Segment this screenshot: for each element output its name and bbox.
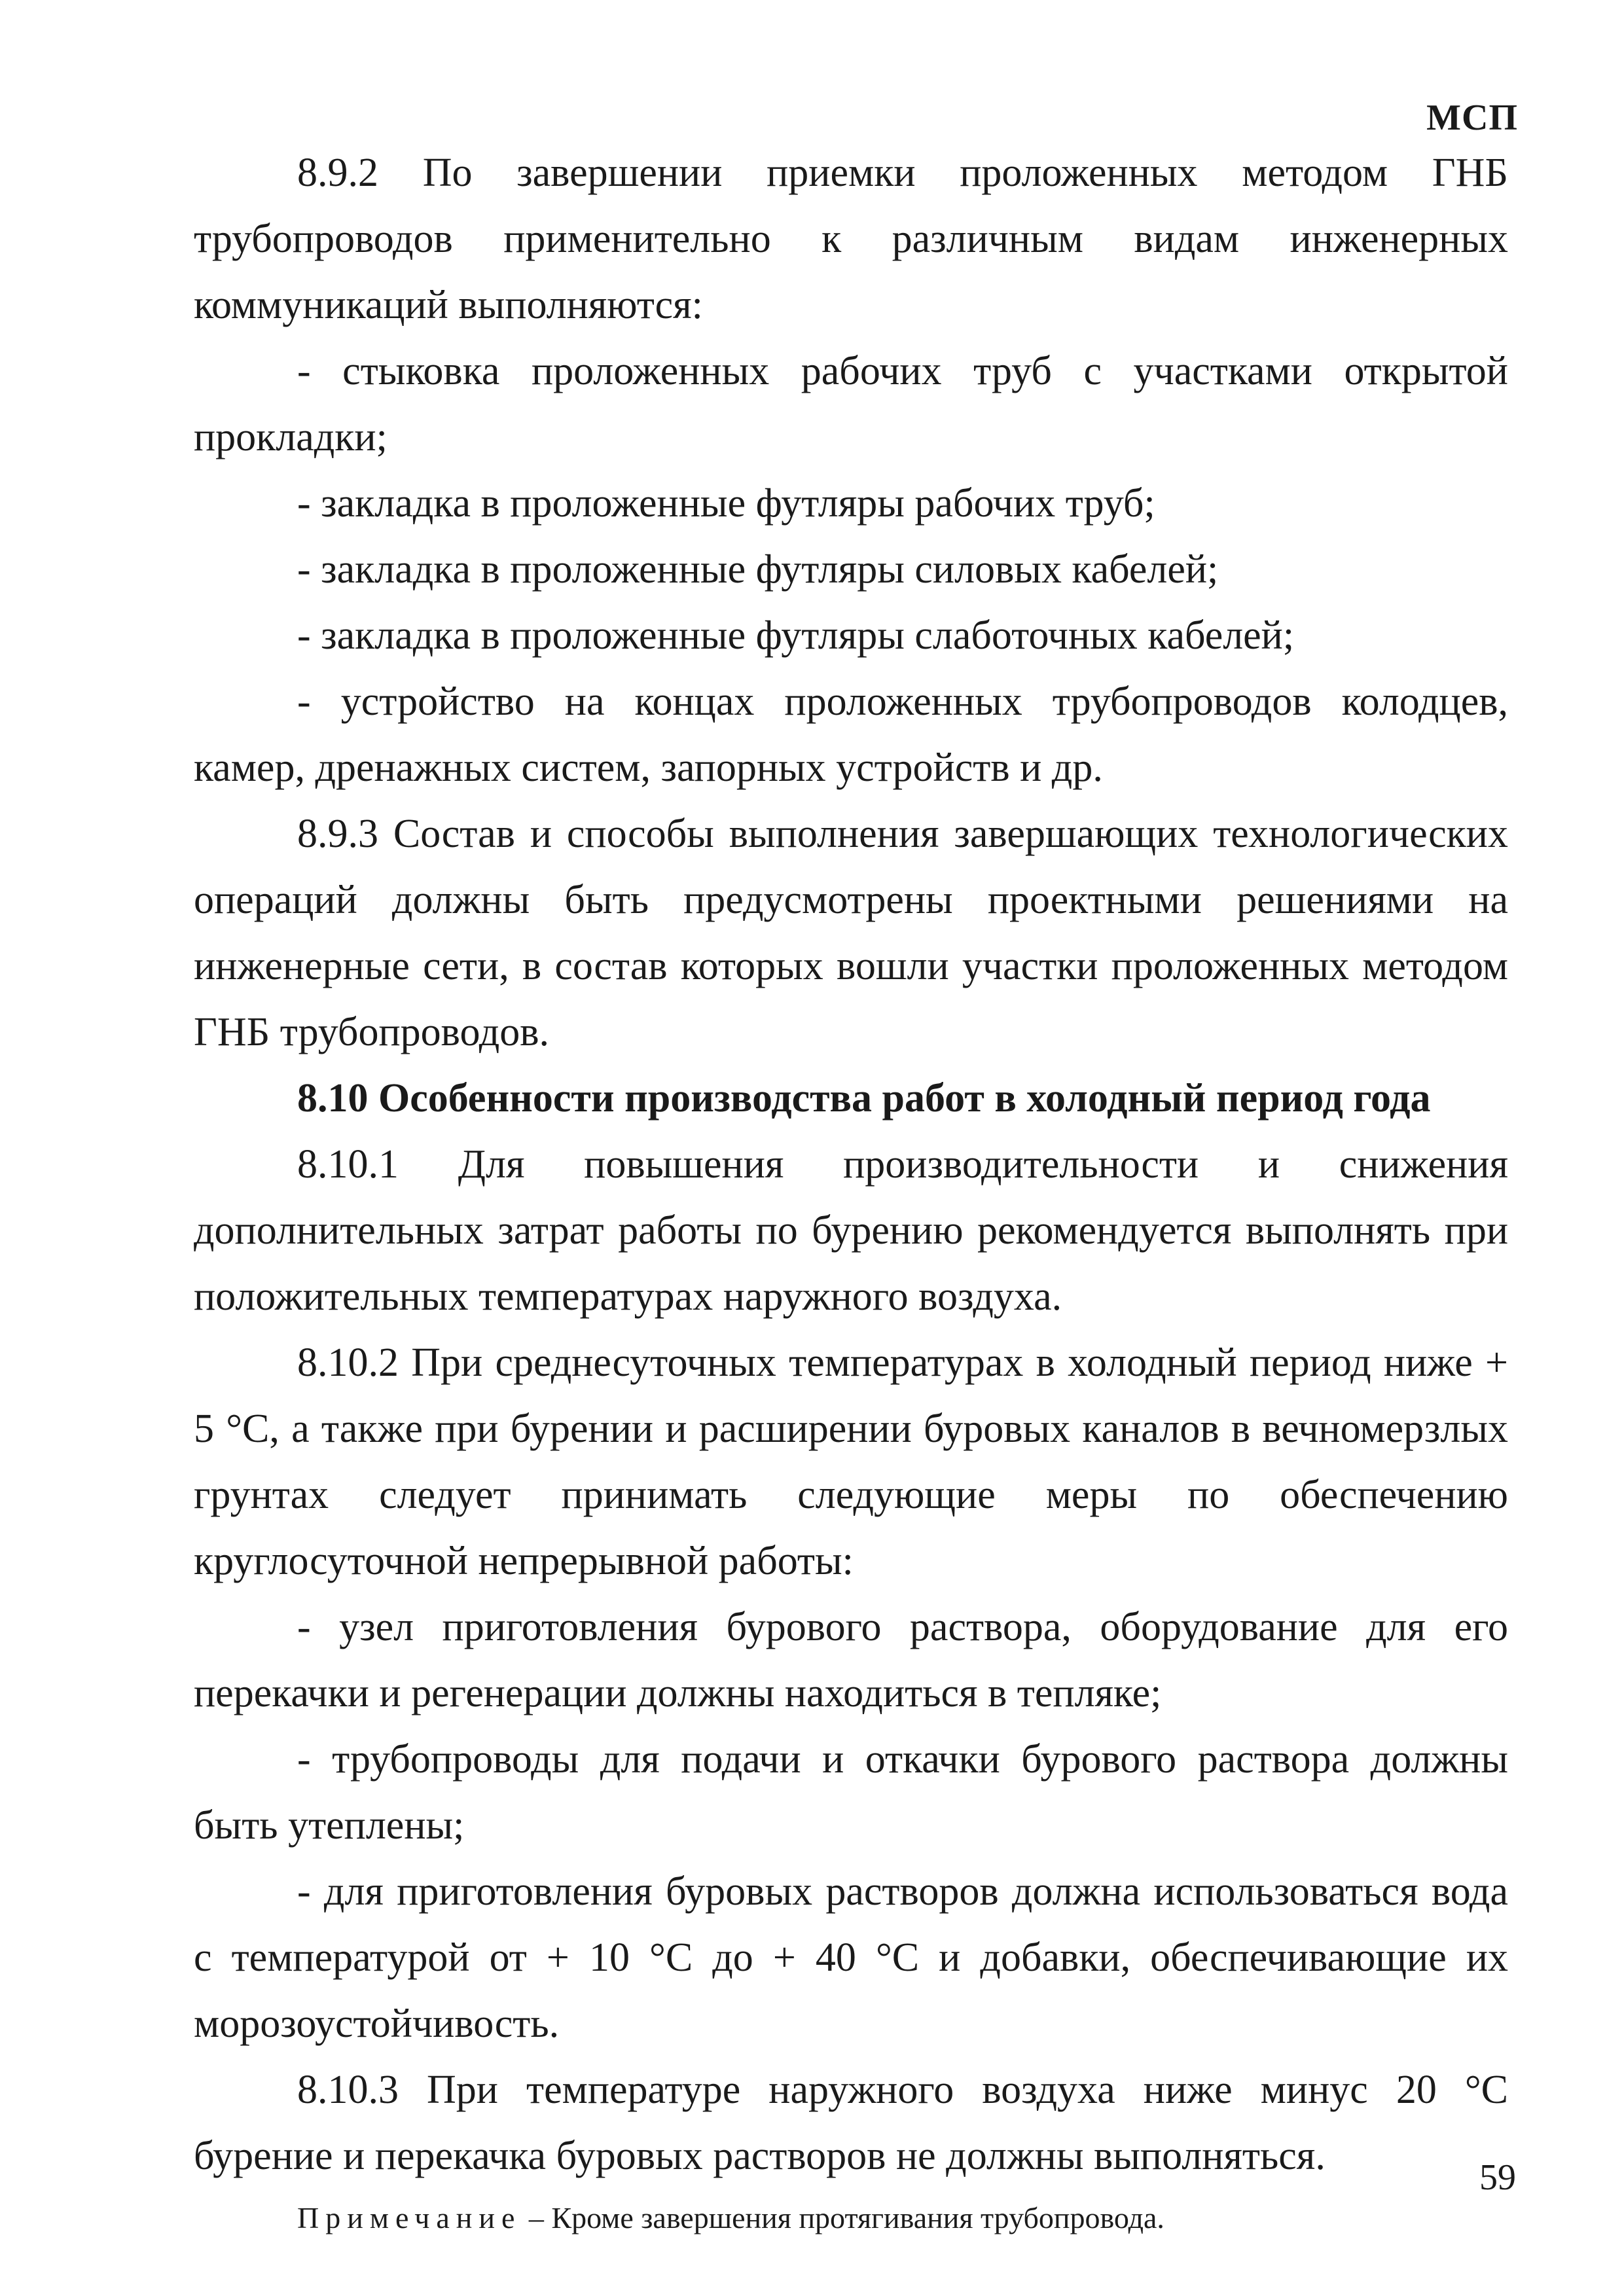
list-item: - трубопроводы для подачи и откачки бурового раствора должны быть утеплены; <box>194 1737 1508 1848</box>
list-item: - закладка в проложенные футляры слаботочных кабелей; <box>297 613 1295 658</box>
paragraph-8-10-1: 8.10.1 Для повышения производительности и снижения дополнительных затрат работы по бурению рекомендуется выполнять при положительных температурах наружного воздуха. <box>194 1142 1508 1319</box>
list-item: - для приготовления буровых растворов должна использоваться вода с температурой от + 10 °С до + 40 °С и добавки, обеспечивающие их морозоустойчивость. <box>194 1869 1508 2046</box>
page-number: 59 <box>1479 2157 1516 2198</box>
list-item: - стыковка проложенных рабочих труб с участками открытой прокладки; <box>194 349 1508 459</box>
paragraph-8-9-2: 8.9.2 По завершении приемки проложенных методом ГНБ трубопроводов применительно к различным видам инженерных коммуникаций выполняются: <box>194 151 1508 327</box>
list-item: - закладка в проложенные футляры рабочих труб; <box>297 481 1155 526</box>
paragraph-8-10-2: 8.10.2 При среднесуточных температурах в холодный период ниже + 5 °С, а также при бурении и расширении буровых каналов в вечномерзлых грунтах следует принимать следующие меры по обеспечению круглосуточной непрерывной работы: <box>194 1340 1508 1583</box>
list-item: - устройство на концах проложенных трубопроводов колодцев, камер, дренажных систем, запорных устройств и др. <box>194 679 1508 790</box>
paragraph-8-10-3: 8.10.3 При температуре наружного воздуха ниже минус 20 °С бурение и перекачка буровых растворов не должны выполняться. <box>194 2068 1508 2178</box>
note-text: – Кроме завершения протягивания трубопровода. <box>521 2201 1164 2234</box>
list-item: - закладка в проложенные футляры силовых кабелей; <box>297 547 1219 592</box>
body-text <box>194 140 1508 2244</box>
document-code: МСП <box>1426 98 1518 138</box>
paragraph-8-9-3: 8.9.3 Состав и способы выполнения завершающих технологических операций должны быть предусмотрены проектными решениями на инженерные сети, в состав которых вошли участки проложенных методом ГНБ трубопроводов. <box>194 812 1508 1054</box>
section-heading: 8.10 Особенности производства работ в холодный период года <box>297 1076 1431 1121</box>
note <box>194 2192 1508 2244</box>
list-item: - узел приготовления бурового раствора, оборудование для его перекачки и регенерации должны находиться в тепляке; <box>194 1605 1508 1715</box>
note-label: Примечание <box>297 2201 522 2234</box>
